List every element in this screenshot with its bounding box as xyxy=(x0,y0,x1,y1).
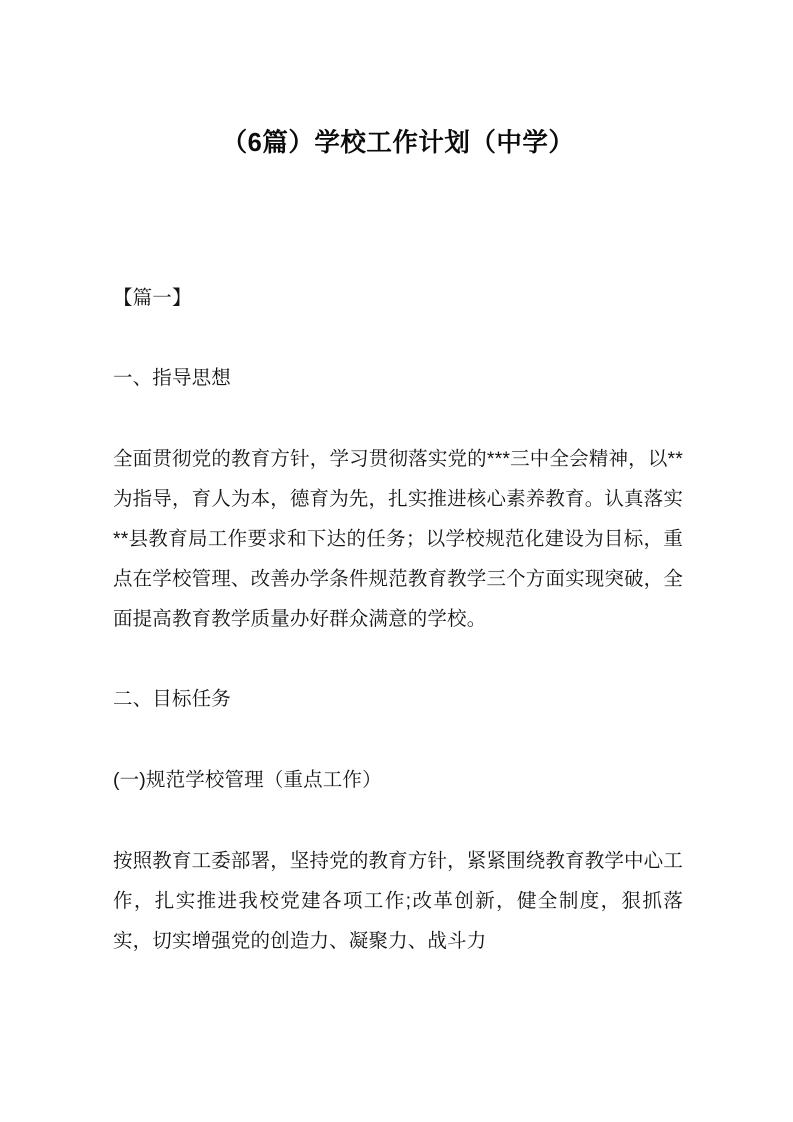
page-title: （6篇）学校工作计划（中学） xyxy=(221,129,575,157)
document-content-column xyxy=(113,0,683,961)
heading-standardize-school-management: (一)规范学校管理（重点工作） xyxy=(113,768,382,791)
heading-guiding-ideology: 一、指导思想 xyxy=(113,366,231,389)
paragraph-guiding-ideology: 全面贯彻党的教育方针，学习贯彻落实党的***三中全会精神，以**为指导，育人为本，德育为先，扎实推进核心素养教育。认真落实**县教育局工作要求和下达的任务；以学校规范化建设为目标，重点在学校管理、改善办学条件规范教育教学三个方面实现突破，全面提高教育教学质量办好群众满意的学校。 xyxy=(113,447,683,630)
paragraph-school-management: 按照教育工委部署，坚持党的教育方针，紧紧围绕教育教学中心工作，扎实推进我校党建各项工作;改革创新，健全制度，狠抓落实，切实增强党的创造力、凝聚力、战斗力 xyxy=(113,849,683,952)
heading-objectives-tasks: 二、目标任务 xyxy=(113,687,231,710)
section-marker-pian-yi: 【篇一】 xyxy=(113,286,192,309)
